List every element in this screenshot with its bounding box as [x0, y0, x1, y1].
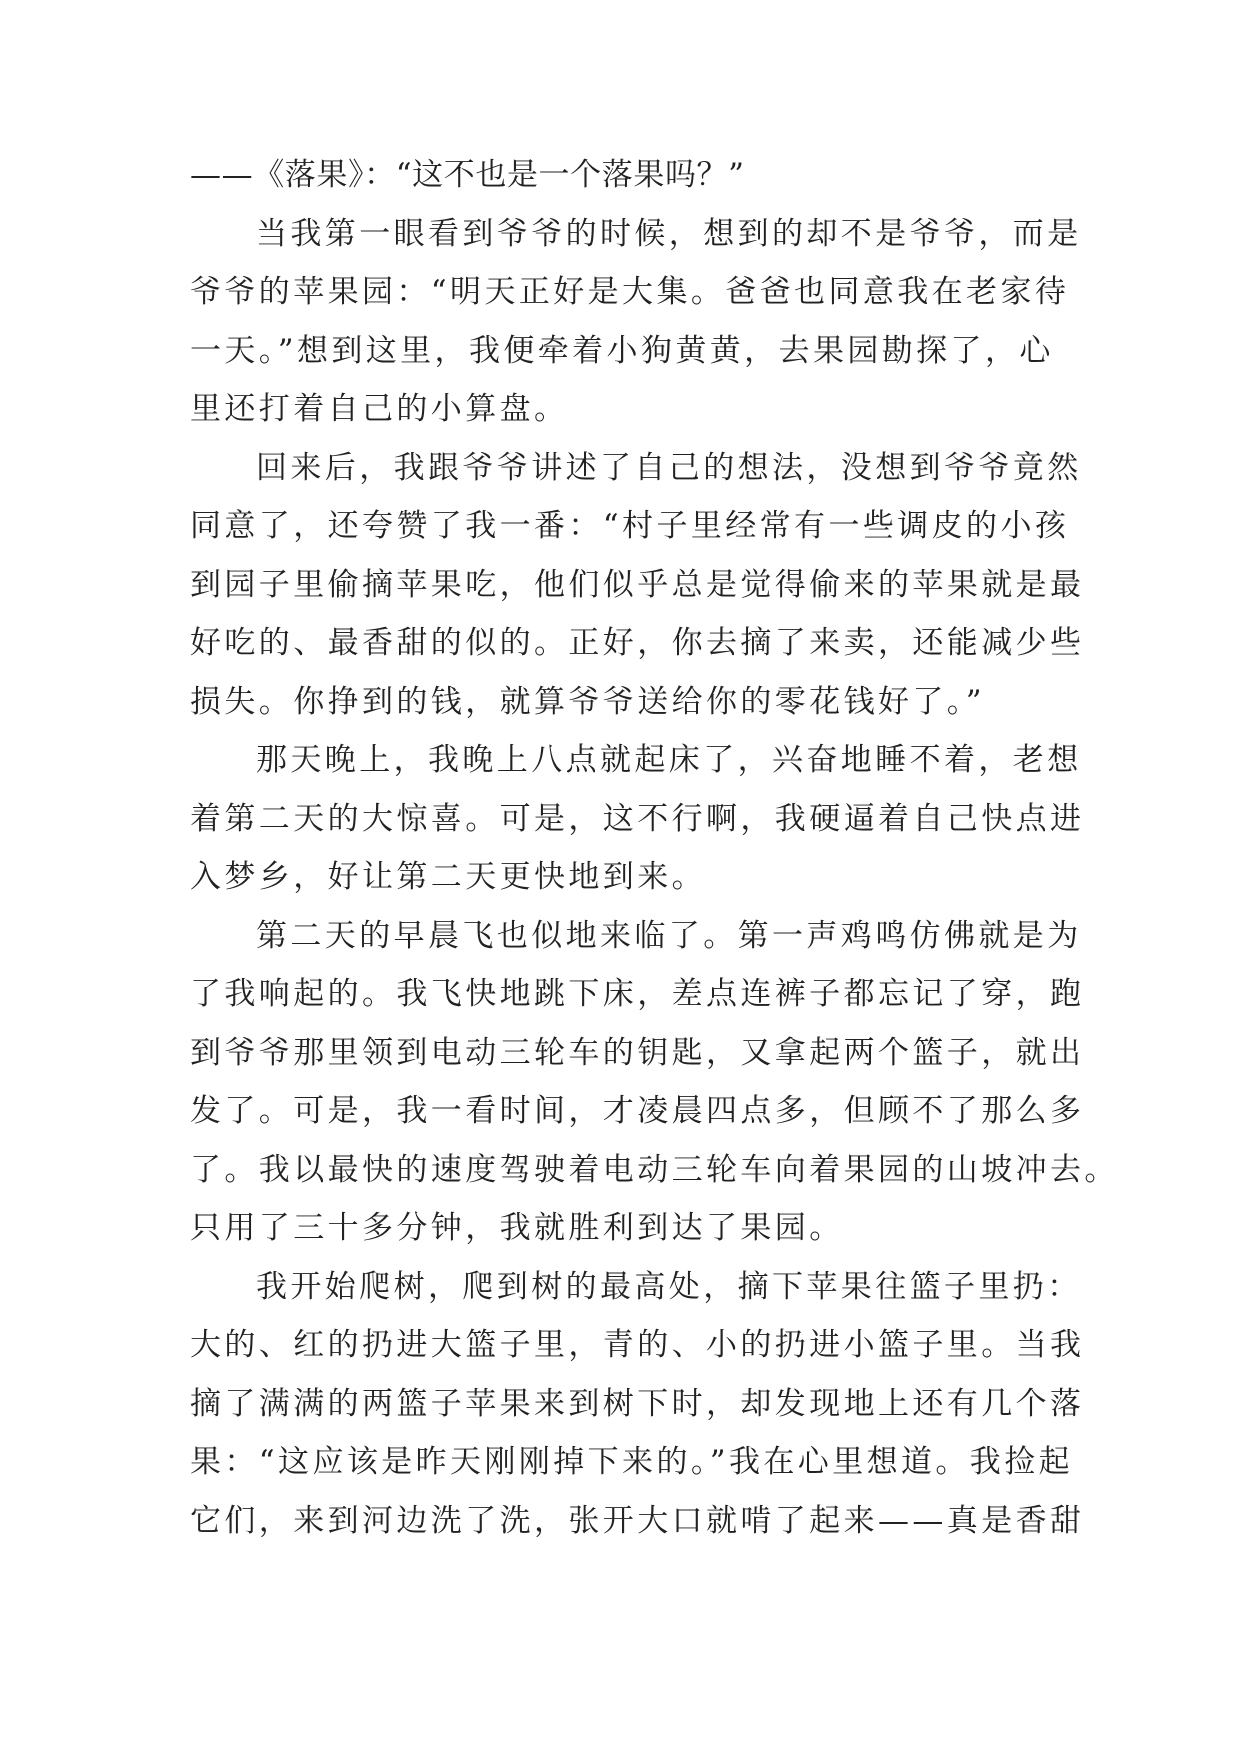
text-line: 了。我以最快的速度驾驶着电动三轮车向着果园的山坡冲去。 [190, 1151, 1119, 1188]
text-line: 好吃的、最香甜的似的。正好，你去摘了来卖，还能减少些 [190, 625, 1085, 661]
text-line: 爷爷的苹果园：“明天正好是大集。爸爸也同意我在老家待 [190, 274, 1070, 310]
text-line: 它们，来到河边洗了洗，张开大口就啃了起来——真是香甜 [190, 1502, 1085, 1539]
text-line: 我开始爬树，爬到树的最高处，摘下苹果往篮子里扔： [256, 1268, 1082, 1305]
text-line: 入梦乡，好让第二天更快地到来。 [190, 859, 706, 895]
text-line: 着第二天的大惊喜。可是，这不行啊，我硬逼着自己快点进 [190, 800, 1085, 837]
text-line: 了我响起的。我飞快地跳下床，差点连裤子都忘记了穿，跑 [190, 976, 1085, 1012]
essay-body [190, 146, 1119, 1550]
text-line: 损失。你挣到的钱，就算爷爷送给你的零花钱好了。” [190, 683, 985, 720]
text-line: 果：“这应该是昨天刚刚掉下来的。”我在心里想道。我捡起 [190, 1444, 1073, 1480]
text-line: 到园子里偷摘苹果吃，他们似乎总是觉得偷来的苹果就是最 [190, 566, 1085, 603]
text-line: 那天晚上，我晚上八点就起床了，兴奋地睡不着，老想 [256, 742, 1082, 778]
text-line: ——《落果》：“这不也是一个落果吗？” [190, 157, 745, 193]
text-line: 到爷爷那里领到电动三轮车的钥匙，又拿起两个篮子，就出 [190, 1034, 1085, 1071]
text-line: 大的、红的扔进大篮子里，青的、小的扔进小篮子里。当我 [190, 1327, 1085, 1363]
text-line: 里还打着自己的小算盘。 [190, 391, 569, 427]
text-line: 第二天的早晨飞也似地来临了。第一声鸡鸣仿佛就是为 [256, 917, 1082, 954]
text-line: 发了。可是，我一看时间，才凌晨四点多，但顾不了那么多 [190, 1093, 1085, 1129]
text-line: 一天。”想到这里，我便牵着小狗黄黄，去果园勘探了，心 [190, 332, 1054, 369]
text-line: 只用了三十多分钟，我就胜利到达了果园。 [190, 1210, 844, 1246]
text-line: 摘了满满的两篮子苹果来到树下时，却发现地上还有几个落 [190, 1385, 1085, 1422]
text-line: 同意了，还夸赞了我一番：“村子里经常有一些调皮的小孩 [190, 508, 1070, 544]
text-line: 回来后，我跟爷爷讲述了自己的想法，没想到爷爷竟然 [256, 449, 1082, 486]
text-line: 当我第一眼看到爷爷的时候，想到的却不是爷爷，而是 [256, 215, 1082, 252]
